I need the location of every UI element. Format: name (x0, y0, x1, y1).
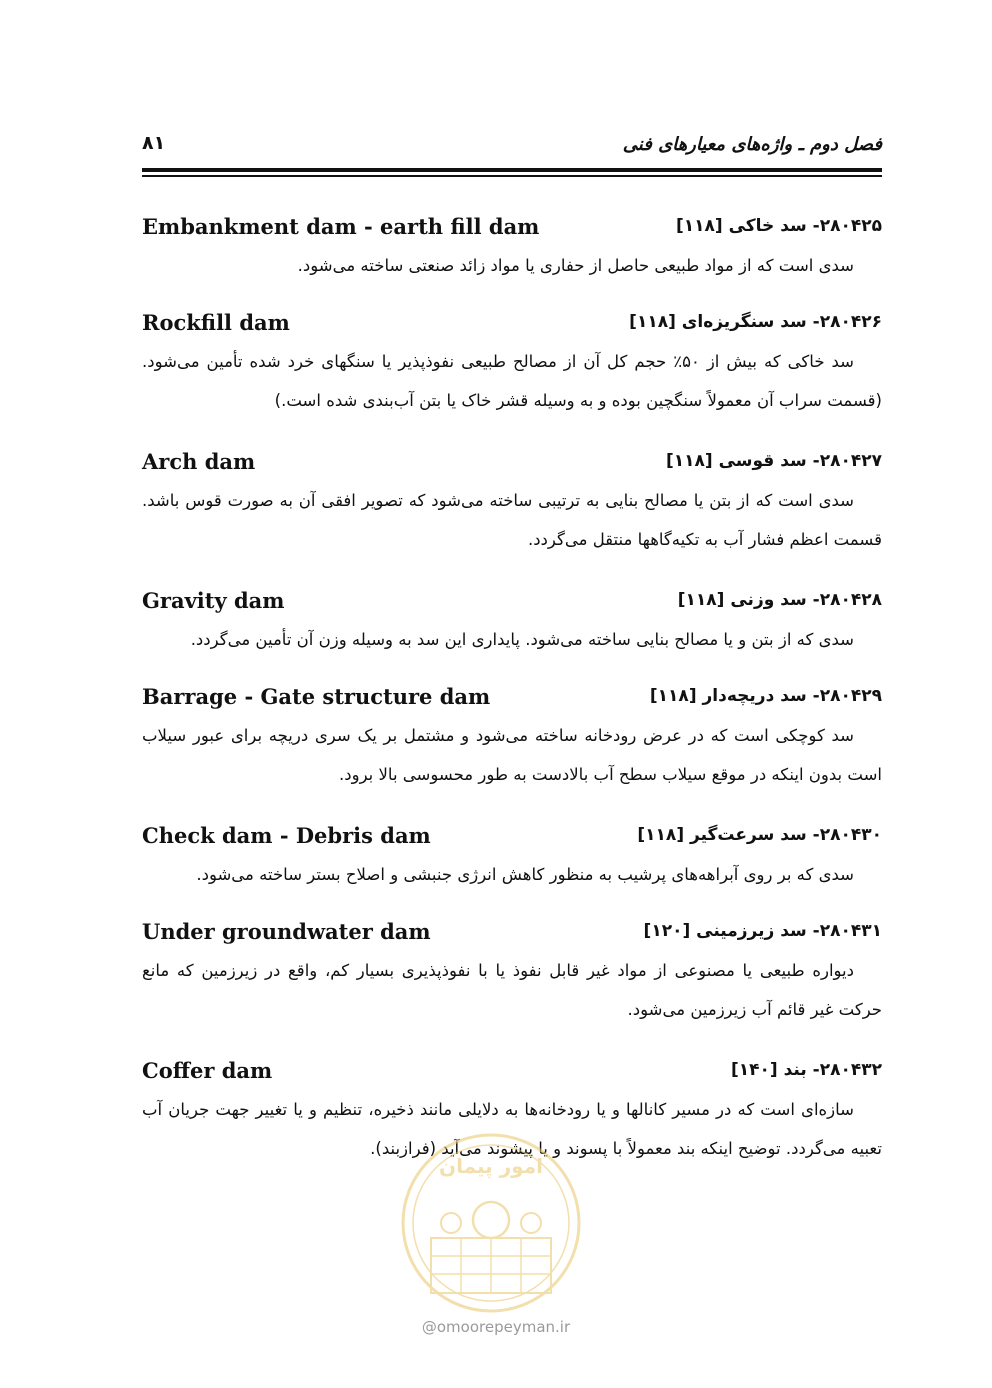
watermark-site: @omoorepeyman.ir (421, 1318, 571, 1336)
entry-en-term: Rockfill dam (142, 310, 290, 335)
entry-definition: سد خاکی که بیش از ۵۰٪ حجم کل آن از مصالح طبیعی نفوذپذیر یا سنگهای خرد شده تأمین می‌شود. (قسمت سراب آن معمولاً سنگچین بوده و به وسیله قشر خاک یا بتن آب‌بندی شده است.) (142, 352, 882, 410)
entry-fa-term: ۲۸۰۴۲۹- سد دریچه‌دار [۱۱۸] (649, 686, 882, 706)
entry-en-term: Embankment dam - earth fill dam (142, 214, 540, 239)
entry-gravity-dam (142, 586, 882, 659)
entry-definition: دیواره طبیعی یا مصنوعی از مواد غیر قابل نفوذ یا با نفوذپذیری بسیار کم، واقع در زیرزمین که مانع حرکت غیر قائم آب زیرزمین می‌شود. (142, 961, 882, 1019)
entry-rockfill-dam (142, 308, 882, 420)
entry-barrage (142, 682, 882, 794)
entry-under-groundwater-dam (142, 917, 882, 1029)
entry-en-term: Gravity dam (142, 588, 285, 613)
page-header (142, 124, 882, 164)
watermark-logo-text: امور پیمان (439, 1154, 543, 1178)
header-rule-thick (142, 168, 882, 172)
entry-fa-term: ۲۸۰۴۳۲- بند [۱۴۰] (731, 1060, 882, 1080)
header-rule-thin (142, 175, 882, 177)
entry-definition: سد کوچکی است که در عرض رودخانه ساخته می‌شود و مشتمل بر یک سری دریچه برای عبور سیلاب است بدون اینکه در موقع سیلاب سطح آب بالادست به طور محسوسی بالا برود. (142, 726, 882, 784)
entry-en-term: Arch dam (142, 449, 256, 474)
entry-fa-term: ۲۸۰۴۳۱- سد زیرزمینی [۱۲۰] (643, 921, 882, 941)
entry-definition: سدی که بر روی آبراهه‌های پرشیب به منظور کاهش انرژی جنبشی و اصلاح بستر ساخته می‌شود. (196, 865, 854, 884)
watermark-logo (396, 1128, 586, 1318)
entry-definition: سدی که از بتن و یا مصالح بنایی ساخته می‌شود. پایداری این سد به وسیله وزن آن تأمین می‌گردد. (190, 630, 854, 649)
entry-en-term: Coffer dam (142, 1058, 273, 1083)
entry-fa-term: ۲۸۰۴۳۰- سد سرعت‌گیر [۱۱۸] (637, 825, 882, 845)
entry-arch-dam (142, 447, 882, 559)
entry-en-term: Check dam - Debris dam (142, 823, 431, 848)
entry-check-dam (142, 821, 882, 894)
entry-en-term: Under groundwater dam (142, 919, 431, 944)
entry-fa-term: ۲۸۰۴۲۶- سد سنگریزه‌ای [۱۱۸] (629, 312, 882, 332)
entry-embankment-dam (142, 212, 882, 285)
entry-definition: سدی است که از مواد طبیعی حاصل از حفاری یا مواد زائد صنعتی ساخته می‌شود. (297, 256, 854, 275)
page-number: ۸۱ (142, 132, 166, 154)
entry-fa-term: ۲۸۰۴۲۸- سد وزنی [۱۱۸] (677, 590, 882, 610)
entry-fa-term: ۲۸۰۴۲۷- سد قوسی [۱۱۸] (665, 451, 882, 471)
entry-fa-term: ۲۸۰۴۲۵- سد خاکی [۱۱۸] (675, 216, 882, 236)
entry-definition: سازه‌ای است که در مسیر کانالها و یا رودخانه‌ها به دلایلی مانند ذخیره، تنظیم و یا تغییر جهت جریان آب تعبیه می‌گردد. توضیح اینکه بند معمولاً با پسوند و یا پیشوند می‌آید (فرازبند). (142, 1100, 882, 1158)
entry-en-term: Barrage - Gate structure dam (142, 684, 491, 709)
entry-definition: سدی است که از بتن یا مصالح بنایی به ترتیبی ساخته می‌شود که تصویر افقی آن به صورت قوس باشد. قسمت اعظم فشار آب به تکیه‌گاهها منتقل می‌گردد. (142, 491, 882, 549)
chapter-title: فصل دوم ـ واژه‌های معیارهای فنی (622, 134, 882, 155)
